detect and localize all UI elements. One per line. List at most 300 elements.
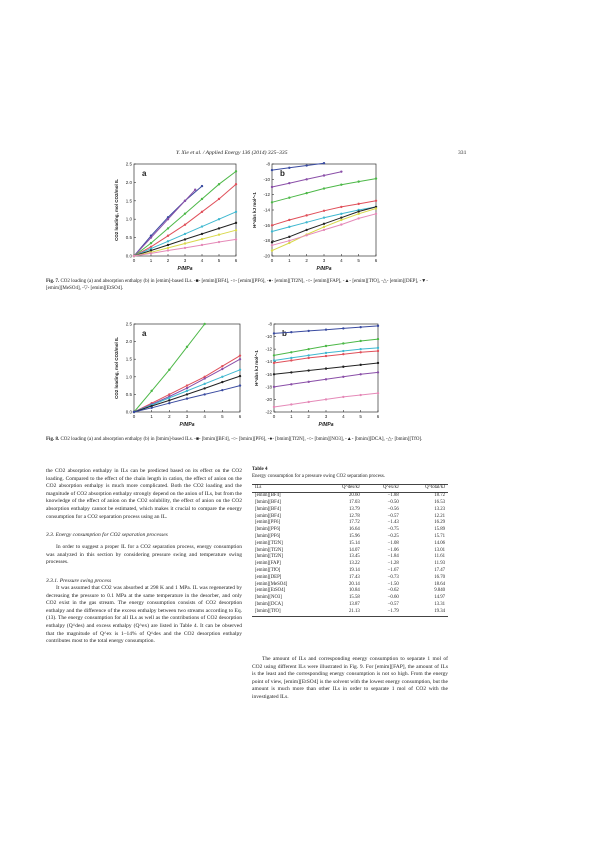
table-cell-value: 16.64 xyxy=(348,527,360,533)
table-row xyxy=(252,500,448,507)
panel-label: a xyxy=(142,329,147,338)
data-point xyxy=(325,355,327,357)
table-cell-il: [hmim][PF6] xyxy=(255,533,281,539)
data-point xyxy=(221,376,223,378)
fig8b-panel xyxy=(252,320,382,428)
x-axis-label: P/MPa xyxy=(177,266,193,272)
data-point xyxy=(323,187,325,189)
table-cell-value: 13.23 xyxy=(434,506,445,512)
fig8-caption-label: Fig. 8. xyxy=(46,437,60,442)
table-cell-value: 17.03 xyxy=(348,500,360,505)
panel-label: b xyxy=(280,169,285,178)
data-point xyxy=(168,399,170,401)
data-point xyxy=(340,213,342,215)
table-cell-value: −0.50 xyxy=(387,500,399,505)
x-tick-label: 0 xyxy=(270,258,274,263)
data-point xyxy=(235,238,237,240)
data-point xyxy=(375,207,377,209)
fig8-caption xyxy=(46,436,434,443)
paragraph-enthalpy: the CO2 absorption enthalpy in ILs can be predicted based on its effect on the CO2 loading. Compared to the effect of the chain length in cation, the effect of anion on the CO2 absorption enthalpy is much more complicated. Both the CO2 loading and the magnitude of CO2 absorption enthalpy strongly depend on the anion of ILs, but from the knowledge of the effect of anion on the CO2 solubility, the effect of anion on the CO2 absorption enthalpy cannot be estimated, which makes it crucial to compare the energy consumption for a CO2 separation process using an IL. xyxy=(46,468,242,520)
table-row xyxy=(252,609,448,616)
data-point xyxy=(194,189,196,191)
data-point xyxy=(377,371,379,373)
data-point xyxy=(239,354,241,356)
table4-header-qdes: Q^des/kJ xyxy=(342,485,360,491)
data-point xyxy=(307,357,309,359)
y-tick-label: -14 xyxy=(263,207,270,213)
y-tick-label: 1.0 xyxy=(125,374,132,380)
data-point xyxy=(184,247,186,249)
section-heading-3-3-1: 3.3.1. Pressure swing process xyxy=(46,577,112,584)
table-cell-il: [emim][Tf2N] xyxy=(255,540,283,546)
fig8-caption-text: CO2 loading (a) and absorption enthalpy (b) in [bmim]-based ILs. -■- [bmim][BF4], -○- [bmim][PF6], -●- [bmim][Tf2N], -○- [bmim][NO3], -▲- [bmim][DCA], -△- [bmim][TfO]. xyxy=(60,437,423,442)
y-tick-label: 1.0 xyxy=(125,216,132,222)
data-point xyxy=(218,241,220,243)
data-point xyxy=(186,384,188,386)
data-point xyxy=(342,366,344,368)
panel-label: b xyxy=(282,329,287,338)
data-point xyxy=(186,397,188,399)
data-point xyxy=(342,376,344,378)
data-point xyxy=(273,354,275,356)
data-point xyxy=(167,227,169,229)
y-axis-label: CO2 loading, mol CO2/mol IL xyxy=(114,178,119,242)
data-point xyxy=(271,244,273,246)
series-line xyxy=(274,348,378,361)
y-tick-label: -20 xyxy=(263,253,270,259)
data-point xyxy=(375,200,377,202)
section-heading-3-3: 3.3. Energy consumption for CO2 separation processes xyxy=(46,532,168,539)
data-point xyxy=(184,224,186,226)
table-cell-il: [bmim][TfO] xyxy=(255,608,281,614)
data-point xyxy=(168,393,170,395)
table-cell-value: −1.79 xyxy=(387,608,399,614)
table-cell-value: −0.56 xyxy=(387,506,399,512)
table-cell-value: −0.25 xyxy=(387,533,399,539)
data-point xyxy=(377,338,379,340)
y-tick-label: -12 xyxy=(263,192,270,198)
data-point xyxy=(290,383,292,385)
table4-title: Energy consumption for a pressure swing CO2 separation process. xyxy=(252,474,386,480)
fig8a-chart xyxy=(112,320,244,428)
data-point xyxy=(221,381,223,383)
table-row xyxy=(252,568,448,575)
data-point xyxy=(359,373,361,375)
data-point xyxy=(203,387,205,389)
table-cell-il: [emim][MeSO4] xyxy=(255,581,288,587)
y-tick-label: -10 xyxy=(263,176,270,182)
table4-header-ils: ILs xyxy=(255,485,262,491)
data-point xyxy=(288,236,290,238)
table-row xyxy=(252,595,448,602)
y-tick-label: 2.5 xyxy=(125,321,132,327)
table-cell-il: [bmim][PF6] xyxy=(255,527,281,533)
data-point xyxy=(184,242,186,244)
table-cell-value: 13.45 xyxy=(348,554,360,560)
table-cell-value: 17.47 xyxy=(434,567,445,573)
data-point xyxy=(273,362,275,364)
series-line xyxy=(134,356,240,412)
data-point xyxy=(377,392,379,394)
table-row xyxy=(252,541,448,548)
data-point xyxy=(288,219,290,221)
data-point xyxy=(288,167,290,169)
y-tick-label: -14 xyxy=(265,359,272,365)
data-point xyxy=(340,219,342,221)
data-point xyxy=(288,239,290,241)
data-point xyxy=(221,368,223,370)
data-point xyxy=(359,348,361,350)
x-tick-label: 6 xyxy=(376,414,380,419)
data-point xyxy=(325,398,327,400)
data-point xyxy=(323,174,325,176)
fig7b-panel xyxy=(250,160,380,272)
table-cell-value: 15.71 xyxy=(434,533,445,539)
table-row xyxy=(252,554,448,561)
table-cell-il: [emim][TfO] xyxy=(255,567,281,573)
table-cell-il: [omim][BF4] xyxy=(255,513,281,519)
x-tick-label: 3 xyxy=(324,414,328,419)
data-point xyxy=(305,229,307,231)
data-point xyxy=(271,186,273,188)
x-axis-label: P/MPa xyxy=(179,422,195,428)
data-point xyxy=(288,242,290,244)
x-tick-label: 4 xyxy=(200,258,204,263)
data-point xyxy=(218,183,220,185)
data-point xyxy=(133,255,135,257)
table-cell-value: 18.64 xyxy=(434,581,445,587)
data-point xyxy=(290,359,292,361)
x-tick-label: 6 xyxy=(374,258,378,263)
data-point xyxy=(271,249,273,251)
table-cell-il: [emim][DEP] xyxy=(255,574,282,580)
fig8b-chart xyxy=(252,320,382,428)
data-point xyxy=(150,242,152,244)
data-point xyxy=(150,407,152,409)
data-point xyxy=(375,213,377,215)
x-tick-label: 5 xyxy=(221,414,224,419)
data-point xyxy=(323,210,325,212)
table-cell-value: −0.57 xyxy=(387,513,399,519)
data-point xyxy=(201,225,203,227)
data-point xyxy=(186,390,188,392)
y-tick-label: -8 xyxy=(265,161,270,167)
data-point xyxy=(186,393,188,395)
table-cell-il: [hmim][Tf2N] xyxy=(255,554,283,560)
x-tick-label: 1 xyxy=(288,258,291,263)
fig7-caption-label: Fig. 7. xyxy=(46,279,60,284)
y-tick-label: 0.0 xyxy=(125,253,132,259)
table-row xyxy=(252,514,448,521)
table-cell-value: 13.31 xyxy=(434,601,445,607)
y-tick-label: 2.0 xyxy=(125,339,132,345)
data-point xyxy=(150,252,152,254)
x-tick-label: 3 xyxy=(185,414,189,419)
data-point xyxy=(305,234,307,236)
data-point xyxy=(290,351,292,353)
data-point xyxy=(323,216,325,218)
table-cell-value: 13.79 xyxy=(348,506,360,512)
y-tick-label: 1.5 xyxy=(125,198,132,204)
table-cell-il: [bmim][BF4] xyxy=(255,500,281,505)
data-point xyxy=(288,226,290,228)
data-point xyxy=(377,347,379,349)
table-cell-value: 13.22 xyxy=(348,561,360,567)
table-cell-value: −1.67 xyxy=(387,567,399,573)
data-point xyxy=(307,401,309,403)
table-cell-value: −1.28 xyxy=(387,561,399,567)
x-tick-label: 1 xyxy=(290,414,293,419)
table-cell-value: 15.58 xyxy=(348,595,360,601)
data-point xyxy=(342,327,344,329)
x-tick-label: 0 xyxy=(132,414,136,419)
data-point xyxy=(290,357,292,359)
data-point xyxy=(359,326,361,328)
data-point xyxy=(218,198,220,200)
data-point xyxy=(273,373,275,375)
x-tick-label: 1 xyxy=(150,414,153,419)
table-cell-il: [hmim][BF4] xyxy=(255,506,281,512)
data-point xyxy=(342,342,344,344)
x-tick-label: 2 xyxy=(305,258,308,263)
x-tick-label: 2 xyxy=(166,258,170,263)
y-tick-label: 0.5 xyxy=(125,391,132,397)
data-point xyxy=(325,345,327,347)
series-line xyxy=(134,184,236,256)
data-point xyxy=(357,203,359,205)
data-point xyxy=(184,212,186,214)
data-point xyxy=(307,348,309,350)
table4 xyxy=(252,484,448,616)
table-cell-value: 18.72 xyxy=(434,493,445,499)
paragraph-fig9: The amount of ILs and corresponding energy consumption to separate 1 mol of CO2 using different ILs were illustrated in Fig. 9. For [emim][FAP], the amount of ILs is the least and the corresponding energy consumption is not so high. From the energy point of view, [emim][EtSO4] is the solvent with the lowest energy consumption, but the amount is much more than other ILs in order to separate 1 mol of CO2 with the investigated ILs. xyxy=(252,656,448,700)
data-point xyxy=(184,238,186,240)
table-cell-value: 15.89 xyxy=(434,527,445,533)
table-cell-value: 13.87 xyxy=(348,601,360,607)
table-cell-value: 19.14 xyxy=(348,567,360,573)
table-row xyxy=(252,602,448,609)
data-point xyxy=(307,369,309,371)
data-point xyxy=(239,369,241,371)
x-tick-label: 6 xyxy=(238,414,242,419)
x-tick-label: 3 xyxy=(322,258,326,263)
data-point xyxy=(307,381,309,383)
table-cell-value: 21.13 xyxy=(348,608,360,614)
data-point xyxy=(201,211,203,213)
table-cell-value: 19.34 xyxy=(434,608,445,614)
table-cell-value: −1.50 xyxy=(387,581,399,587)
table-cell-il: [bmim][DCA] xyxy=(255,601,283,607)
data-point xyxy=(290,371,292,373)
paragraph-pressure-swing: It was assumed that CO2 was absorbed at 298 K and 1 MPa. IL was regenerated by decreasing the pressure to 0.1 MPa at the same temperature in the desorber, and only CO2 exist in the gas stream. The energy consumption consists of CO2 desorption enthalpy and the difference of the excess enthalpy between two streams according to Eq. (13). The energy consumption for all ILs as well as the contributions of CO2 desorption enthalpy (Q^des) and excess enthalpy (Q^ex) are listed in Table 4. It can be observed that the magnitude of Q^ex is 1–14% of Q^des and the CO2 desorption enthalpy contributes most to the total energy consumption. xyxy=(46,584,242,645)
data-point xyxy=(235,211,237,213)
data-point xyxy=(305,221,307,223)
data-point xyxy=(167,244,169,246)
data-point xyxy=(186,346,188,348)
y-tick-label: 2.0 xyxy=(125,179,132,185)
y-tick-label: -18 xyxy=(265,384,272,390)
x-tick-label: 1 xyxy=(149,258,153,263)
y-tick-label: -16 xyxy=(263,222,270,228)
data-point xyxy=(271,169,273,171)
data-point xyxy=(271,230,273,232)
data-point xyxy=(218,233,220,235)
table-cell-value: 20.60 xyxy=(348,493,360,499)
table-cell-il: [emim][PF6] xyxy=(255,520,281,526)
y-tick-label: 2.5 xyxy=(125,161,132,167)
data-point xyxy=(167,240,169,242)
table-row xyxy=(252,575,448,582)
data-point xyxy=(218,227,220,229)
data-point xyxy=(357,180,359,182)
data-point xyxy=(307,354,309,356)
x-tick-label: 3 xyxy=(183,258,187,263)
data-point xyxy=(325,328,327,330)
x-axis-label: P/MPa xyxy=(316,266,332,272)
table-cell-value: 11.93 xyxy=(434,561,445,567)
data-point xyxy=(201,233,203,235)
y-tick-label: 0.5 xyxy=(125,235,132,241)
table-row xyxy=(252,507,448,514)
x-tick-label: 5 xyxy=(359,414,362,419)
data-point xyxy=(357,210,359,212)
x-tick-label: 6 xyxy=(234,258,238,263)
table-cell-value: −1.43 xyxy=(387,520,399,526)
fig7a-chart xyxy=(112,160,240,272)
data-point xyxy=(325,367,327,369)
data-point xyxy=(271,201,273,203)
data-point xyxy=(375,177,377,179)
table-cell-value: −0.60 xyxy=(387,595,399,601)
table-cell-value: −0.75 xyxy=(387,527,399,533)
data-point xyxy=(342,396,344,398)
table-cell-value: 10.84 xyxy=(348,588,360,594)
data-point xyxy=(359,394,361,396)
data-point xyxy=(167,249,169,251)
table-cell-value: 14.06 xyxy=(434,540,445,546)
table-cell-value: 15.96 xyxy=(348,533,360,539)
table-cell-value: 12.78 xyxy=(348,513,360,519)
fig7-caption-text: CO2 loading (a) and absorption enthalpy (b) in [emim]-based ILs. -■- [emim][BF4], -○- [emim][PF6], -●- [emim][Tf2N], -○- [emim][FAP], -▲- [emim][TfO], -△- [emim][DEP], -▼- [emim][MeSO4], -▽- [emim][EtSO4]. xyxy=(46,279,428,292)
y-tick-label: 1.5 xyxy=(125,356,132,362)
data-point xyxy=(203,383,205,385)
left-column xyxy=(46,468,242,646)
table-cell-value: −1.06 xyxy=(387,547,399,553)
table-row xyxy=(252,493,448,500)
data-point xyxy=(235,170,237,172)
data-point xyxy=(377,362,379,364)
data-point xyxy=(203,377,205,379)
data-point xyxy=(168,397,170,399)
data-point xyxy=(203,393,205,395)
y-tick-label: -8 xyxy=(267,321,272,327)
data-point xyxy=(201,185,203,187)
data-point xyxy=(168,402,170,404)
y-tick-label: -12 xyxy=(265,346,272,352)
data-point xyxy=(186,387,188,389)
data-point xyxy=(221,365,223,367)
table-row xyxy=(252,520,448,527)
y-tick-label: -22 xyxy=(265,409,272,415)
table4-header-qex: Q^ex/kJ xyxy=(382,485,399,491)
data-point xyxy=(290,331,292,333)
table-cell-value: −0.57 xyxy=(387,601,399,607)
table-row xyxy=(252,527,448,534)
data-point xyxy=(239,384,241,386)
data-point xyxy=(325,378,327,380)
table4-header-qtotal: Q^total/kJ xyxy=(425,485,445,491)
data-point xyxy=(359,351,361,353)
data-point xyxy=(323,226,325,228)
x-tick-label: 5 xyxy=(217,258,221,263)
journal-citation: Y. Xie et al. / Applied Energy 136 (2014) 325–335 xyxy=(176,150,288,156)
table-cell-il: [emim][EtSO4] xyxy=(255,588,286,594)
data-point xyxy=(235,183,237,185)
data-point xyxy=(340,206,342,208)
data-point xyxy=(235,229,237,231)
data-point xyxy=(357,217,359,219)
table-cell-value: 16.29 xyxy=(434,520,445,526)
table-row xyxy=(252,561,448,568)
data-point xyxy=(221,389,223,391)
data-point xyxy=(271,224,273,226)
x-tick-label: 2 xyxy=(168,414,171,419)
table-row xyxy=(252,582,448,589)
table-cell-il: [bmim][NO3] xyxy=(255,595,282,601)
table-cell-il: [bmim][Tf2N] xyxy=(255,547,283,553)
x-axis-label: P/MPa xyxy=(318,422,334,428)
fig7a-panel xyxy=(112,160,240,272)
data-point xyxy=(323,162,325,164)
data-point xyxy=(273,332,275,334)
data-point xyxy=(167,235,169,237)
data-point xyxy=(201,238,203,240)
data-point xyxy=(342,350,344,352)
data-point xyxy=(239,358,241,360)
table-cell-value: −0.62 xyxy=(387,588,399,594)
table-cell-value: −0.73 xyxy=(387,574,399,580)
table-cell-value: 16.70 xyxy=(434,574,445,580)
data-point xyxy=(150,236,152,238)
data-point xyxy=(340,170,342,172)
data-point xyxy=(305,192,307,194)
data-point xyxy=(357,213,359,215)
data-point xyxy=(307,330,309,332)
data-point xyxy=(305,214,307,216)
data-point xyxy=(167,247,169,249)
panel-label: a xyxy=(142,169,147,178)
fig7b-chart xyxy=(250,160,380,272)
data-point xyxy=(273,406,275,408)
y-tick-label: -20 xyxy=(265,396,272,402)
data-point xyxy=(288,197,290,199)
data-point xyxy=(133,411,135,413)
y-axis-label: CO2 loading, mol CO2/mol IL xyxy=(114,336,119,400)
y-axis-label: H^abs kJ mol^-1 xyxy=(254,350,259,386)
table-cell-value: −1.88 xyxy=(387,493,399,499)
table-cell-il: [emim][FAP] xyxy=(255,561,281,567)
table-cell-value: 13.01 xyxy=(434,547,445,553)
data-point xyxy=(325,352,327,354)
data-point xyxy=(201,198,203,200)
data-point xyxy=(340,216,342,218)
table-cell-value: −1.08 xyxy=(387,540,399,546)
x-tick-label: 0 xyxy=(272,414,276,419)
x-tick-label: 4 xyxy=(340,258,343,263)
right-column xyxy=(252,656,448,702)
data-point xyxy=(273,359,275,361)
data-point xyxy=(342,353,344,355)
